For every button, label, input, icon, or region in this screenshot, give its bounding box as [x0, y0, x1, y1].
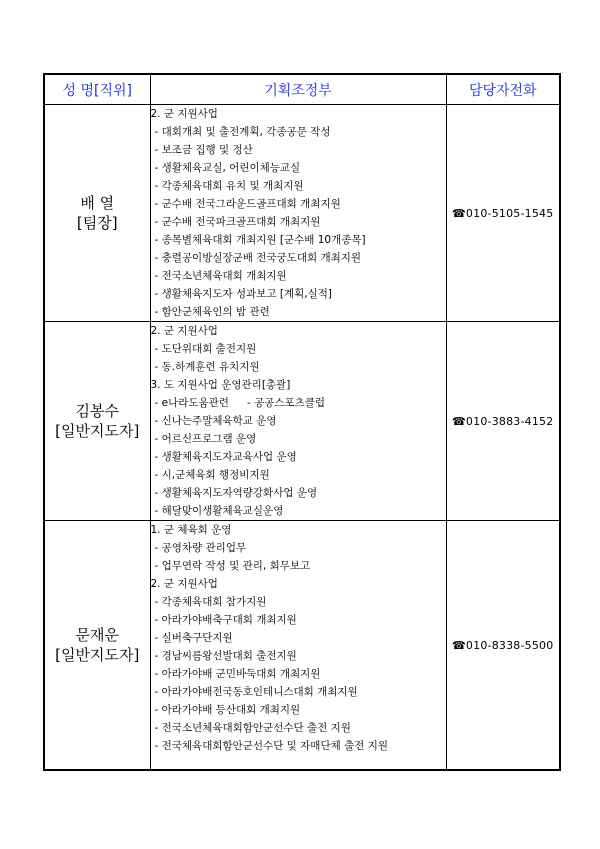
task-text: - 동.하계훈련 유치지원: [154, 361, 260, 373]
task-item: [151, 358, 446, 376]
task-text-extra: - 공공스포츠클럽: [246, 397, 326, 409]
staff-name: 김봉수: [75, 402, 119, 420]
task-text: - 생활체육지도자교육사업 운영: [154, 451, 297, 463]
task-text: - 생활체육교실, 어린이체능교실: [154, 162, 301, 174]
task-item: [151, 701, 446, 719]
task-text: - 종목별체육대회 개최지원 [군수배 10개종목]: [154, 234, 366, 246]
task-item: [151, 557, 446, 575]
staff-name-cell: [44, 521, 150, 771]
task-item: [151, 340, 446, 358]
staff-title: [일반지도자]: [55, 646, 140, 664]
task-item: [151, 267, 446, 285]
staff-phone: ☎010-3883-4152: [446, 322, 560, 521]
task-text: - 공영차량 관리업무: [154, 542, 247, 554]
staff-duty-table: [43, 73, 561, 771]
header-phone: 담당자전화: [446, 74, 560, 105]
task-text: - e나라도움관련: [154, 397, 229, 409]
task-item: [151, 412, 446, 430]
task-item: [151, 665, 446, 683]
task-item: [151, 484, 446, 502]
staff-phone: ☎010-8338-5500: [446, 521, 560, 771]
task-text: - 도단위대회 출전지원: [154, 343, 257, 355]
task-text: - 전국소년체육대회 개최지원: [154, 270, 287, 282]
task-text: - 아라가야배 등산대회 개최지원: [154, 704, 301, 716]
task-text: - 대회개최 및 출전계획, 각종공문 작성: [154, 126, 331, 138]
task-text: - 각종체육대회 참가지원: [154, 596, 267, 608]
task-text: - 시,군체육회 행정비지원: [154, 469, 270, 481]
task-text: - 어르신프로그램 운영: [154, 433, 257, 445]
task-text: - 아라가야배축구대회 개최지원: [154, 614, 297, 626]
staff-phone: ☎010-5105-1545: [446, 105, 560, 322]
task-text: - 경남씨름왕선발대회 출전지원: [154, 650, 297, 662]
task-item: [151, 249, 446, 267]
task-item: [151, 177, 446, 195]
task-item: [151, 195, 446, 213]
staff-title: [팀장]: [76, 214, 118, 232]
task-item: [151, 213, 446, 231]
task-item: [151, 611, 446, 629]
staff-title: [일반지도자]: [55, 422, 140, 440]
header-department: 기획조정부: [150, 74, 446, 105]
task-list-cell: [150, 105, 446, 322]
task-item: [151, 466, 446, 484]
task-item: [151, 448, 446, 466]
staff-name: 배 열: [80, 194, 115, 212]
task-item: [151, 502, 446, 520]
task-text: - 해달맞이생활체육교실운영: [154, 505, 284, 517]
task-item: [151, 719, 446, 737]
task-text: 2. 군 지원사업: [150, 325, 218, 337]
task-list-cell: [150, 521, 446, 771]
task-text: - 생활체육지도자역량강화사업 운영: [154, 487, 318, 499]
task-text: - 신나는주말체육학교 운영: [154, 415, 277, 427]
task-item: [151, 539, 446, 557]
table-row: [44, 322, 560, 521]
task-text: 1. 군 체육회 운영: [150, 524, 232, 536]
task-text: - 아라가야배 군민바둑대회 개최지원: [154, 668, 321, 680]
task-item: [151, 231, 446, 249]
staff-name: 문재운: [75, 626, 119, 644]
table-header-row: [44, 74, 560, 105]
task-text: 2. 군 지원사업: [150, 108, 218, 120]
task-text: - 전국소년체육대회함안군선수단 출전 지원: [154, 722, 351, 734]
task-item: [151, 141, 446, 159]
staff-name-cell: [44, 105, 150, 322]
task-item: [151, 123, 446, 141]
task-item: [151, 159, 446, 177]
task-text: - 생활체육지도자 성과보고 [계획,실적]: [154, 288, 332, 300]
task-item: [151, 303, 446, 321]
task-text: - 아라가야배전국동호인테니스대회 개최지원: [154, 686, 358, 698]
task-item: [151, 394, 446, 412]
task-item: [151, 285, 446, 303]
task-text: - 군수배 전국그라운드골프대회 개최지원: [154, 198, 341, 210]
task-item: [151, 430, 446, 448]
task-list-cell: [150, 322, 446, 521]
task-item: [151, 629, 446, 647]
task-item: [151, 683, 446, 701]
staff-name-cell: [44, 322, 150, 521]
header-name-position: 성 명[직위]: [44, 74, 150, 105]
task-text: 3. 도 지원사업 운영관리[총괄]: [150, 379, 291, 391]
task-item: [151, 647, 446, 665]
task-section-heading: [151, 521, 446, 539]
table-row: [44, 105, 560, 322]
task-item: [151, 593, 446, 611]
task-section-heading: [151, 105, 446, 123]
task-text: - 실버축구단지원: [154, 632, 233, 644]
task-text: - 각종체육대회 유치 및 개최지원: [154, 180, 304, 192]
task-text: - 보조금 집행 및 정산: [154, 144, 253, 156]
task-text: - 전국체육대회함안군선수단 및 자매단체 출전 지원: [154, 740, 388, 752]
task-text: - 충렬공이방실장군배 전국궁도대회 개최지원: [154, 252, 362, 264]
task-section-heading: [151, 322, 446, 340]
task-text: - 군수배 전국파크골프대회 개최지원: [154, 216, 321, 228]
task-section-heading: [151, 376, 446, 394]
task-section-heading: [151, 575, 446, 593]
task-text: - 함안군체육인의 밤 관련: [154, 306, 270, 318]
task-text: - 업무연락 작성 및 관리, 회무보고: [154, 560, 311, 572]
task-text: 2. 군 지원사업: [150, 578, 218, 590]
table-row: [44, 521, 560, 771]
task-item: [151, 737, 446, 755]
